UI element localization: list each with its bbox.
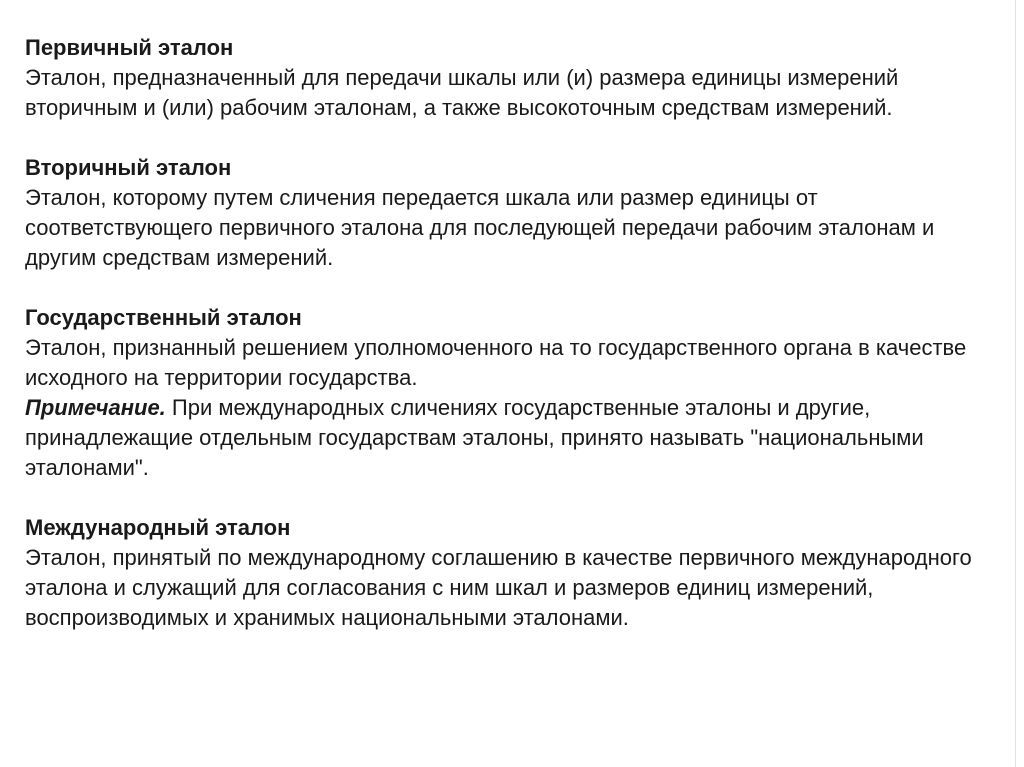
spacer <box>25 273 1005 303</box>
term-note <box>25 393 1005 483</box>
term-definition: Эталон, принятый по международному соглашению в качестве первичного международного эталона и служащий для согласования с ним шкал и размеров единиц измерений, воспроизводимых и хранимых национальными эталонами. <box>25 545 972 630</box>
term-heading: Первичный эталон <box>25 35 234 60</box>
note-label: Примечание. <box>25 395 166 420</box>
term-definition: Эталон, признанный решением уполномоченного на то государственного органа в качестве исходного на территории государства. <box>25 335 967 390</box>
term-heading: Международный эталон <box>25 515 291 540</box>
spacer <box>25 483 1005 513</box>
term-definition: Эталон, предназначенный для передачи шкалы или (и) размера единицы измерений вторичным и (или) рабочим эталонам, а также высокоточным средствам измерений. <box>25 65 899 120</box>
term-heading: Вторичный эталон <box>25 155 232 180</box>
definitions-list <box>25 33 1005 633</box>
section-secondary-standard <box>25 153 1005 273</box>
section-international-standard <box>25 513 1005 633</box>
term-definition: Эталон, которому путем сличения передается шкала или размер единицы от соответствующего первичного эталона для последующей передачи рабочим эталонам и другим средствам измерений. <box>25 185 935 270</box>
term-heading: Государственный эталон <box>25 305 302 330</box>
spacer <box>25 123 1005 153</box>
section-state-standard <box>25 303 1005 483</box>
section-primary-standard <box>25 33 1005 123</box>
note-text: При международных сличениях государственные эталоны и другие, принадлежащие отдельным государствам эталоны, принято называть "национальными эталонами". <box>25 395 924 480</box>
